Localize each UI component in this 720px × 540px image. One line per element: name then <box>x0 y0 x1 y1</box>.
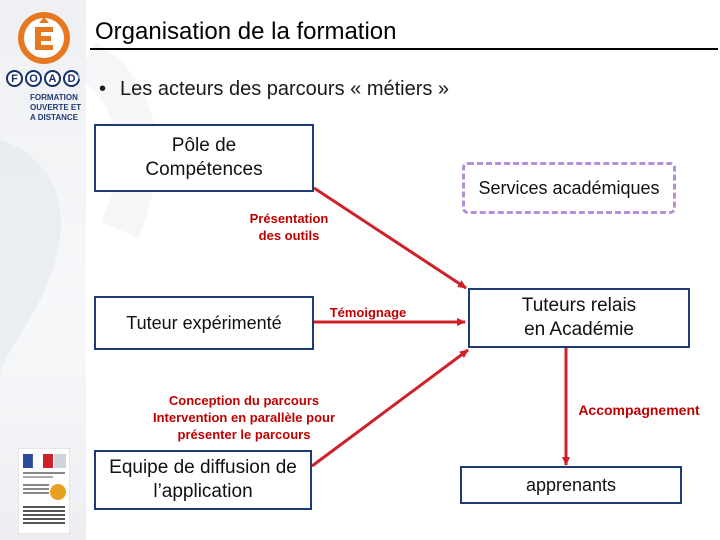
node-equipe-line2: l’application <box>153 481 253 502</box>
foad-letter: O <box>25 70 42 87</box>
node-tuteurs-line2: en Académie <box>524 319 634 340</box>
node-equipe-line1: Equipe de diffusion de <box>109 457 297 478</box>
node-services-label: Services académiques <box>478 178 660 198</box>
node-tuteur-exp-label: Tuteur expérimenté <box>126 313 282 333</box>
node-tuteur-experimente <box>94 296 314 350</box>
node-pole-line1: Pôle de <box>171 135 237 156</box>
node-pole-line2: Compétences <box>145 159 263 180</box>
node-equipe-diffusion <box>94 450 312 510</box>
node-tuteurs-relais <box>468 288 690 348</box>
foad-subtitle: FORMATION OUVERTE ET A DISTANCE <box>30 93 82 122</box>
node-pole-competences <box>94 124 314 192</box>
label-accompagnement: Accompagnement <box>578 402 700 418</box>
label-conception-line3: présenter le parcours <box>177 427 311 442</box>
node-apprenants-label: apprenants <box>525 475 617 495</box>
label-conception-line1: Conception du parcours <box>168 393 320 408</box>
label-temoignage: Témoignage <box>329 305 407 320</box>
foad-letter: F <box>6 70 23 87</box>
label-conception <box>140 392 348 443</box>
node-services-academiques <box>462 162 676 214</box>
foad-letter: D <box>63 70 80 87</box>
label-presentation-line2: des outils <box>258 228 320 243</box>
bullet-text: Les acteurs des parcours « métiers » <box>120 78 450 100</box>
label-presentation <box>240 210 338 244</box>
foad-letter: A <box>44 70 61 87</box>
node-tuteurs-line1: Tuteurs relais <box>521 295 637 316</box>
label-conception-line2: Intervention en parallèle pour <box>152 410 336 425</box>
node-apprenants <box>460 466 682 504</box>
slide-title: Organisation de la formation <box>95 18 397 45</box>
bullet-dot-icon: • <box>99 78 107 100</box>
label-presentation-line1: Présentation <box>249 211 329 226</box>
